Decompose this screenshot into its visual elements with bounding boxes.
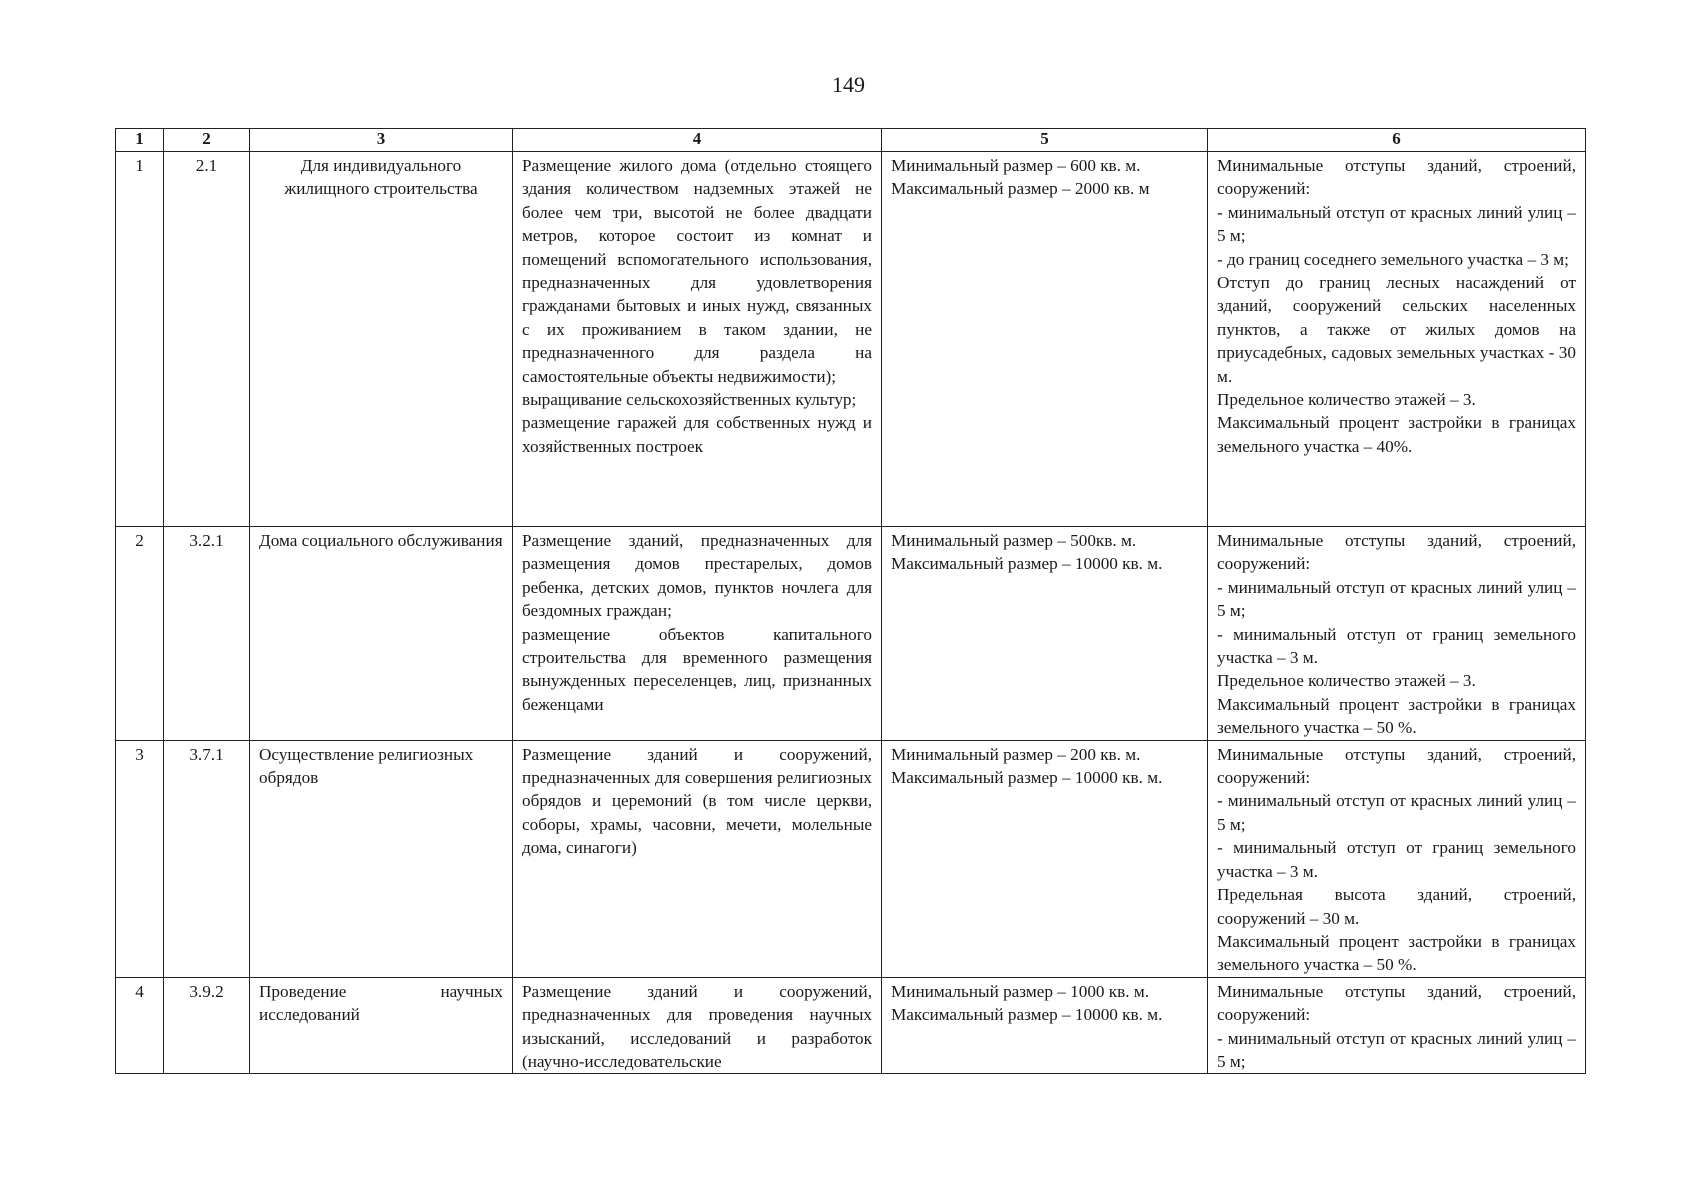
max-size: Максимальный размер – 2000 кв. м — [891, 179, 1150, 199]
column-header: 6 — [1208, 129, 1586, 152]
description-paragraph: Размещение зданий и сооружений, предназначенных для совершения религиозных обрядов и церемоний (в том числе церкви, соборы, храмы, часовни, мечети, молельные дома, синагоги) — [522, 744, 872, 858]
max-size: Максимальный размер – 10000 кв. м. — [891, 768, 1163, 788]
rule-line: Предельное количество этажей – 3. — [1217, 671, 1476, 691]
plot-size-limits — [882, 152, 1208, 527]
column-header: 4 — [513, 129, 882, 152]
column-header: 5 — [882, 129, 1208, 152]
description-paragraph: размещение объектов капитального строительства для временного размещения вынужденных переселенцев, лиц, признанных беженцами — [522, 624, 872, 714]
max-size: Максимальный размер – 10000 кв. м. — [891, 554, 1163, 574]
rule-line: - минимальный отступ от красных линий улиц – 5 м; — [1217, 791, 1576, 834]
rule-line: - минимальный отступ от границ земельного участка – 3 м. — [1217, 838, 1576, 881]
max-size: Максимальный размер – 10000 кв. м. — [891, 1005, 1163, 1025]
rule-line: Отступ до границ лесных насаждений от зданий, сооружений сельских населенных пунктов, а также от жилых домов на приусадебных, садовых земельных участках - 30 м. — [1217, 273, 1576, 386]
min-size: Минимальный размер – 500кв. м. — [891, 531, 1137, 550]
table-row — [116, 740, 1586, 977]
rule-line: Предельное количество этажей – 3. — [1217, 390, 1476, 410]
table-header-row — [116, 129, 1586, 152]
use-name: Проведение научных исследований — [250, 977, 513, 1074]
table-row — [116, 977, 1586, 1074]
description-paragraph: Размещение зданий, предназначенных для размещения домов престарелых, домов ребенка, детских домов, пунктов ночлега для бездомных граждан; — [522, 531, 872, 621]
min-size: Минимальный размер – 1000 кв. м. — [891, 981, 1150, 1001]
construction-parameters — [1208, 527, 1586, 741]
use-description — [513, 740, 882, 977]
land-use-regulations-table — [115, 128, 1586, 1074]
plot-size-limits — [882, 740, 1208, 977]
use-name: Осуществление религиозных обрядов — [250, 740, 513, 977]
table-row — [116, 527, 1586, 741]
plot-size-limits — [882, 527, 1208, 741]
use-code: 3.9.2 — [164, 977, 250, 1074]
page-number: 149 — [832, 72, 865, 97]
use-name: Для индивидуального жилищного строительства — [250, 152, 513, 527]
use-description — [513, 977, 882, 1074]
min-size: Минимальный размер – 600 кв. м. — [891, 156, 1141, 175]
rule-line: Минимальные отступы зданий, строений, сооружений: — [1217, 531, 1576, 574]
construction-parameters — [1208, 977, 1586, 1074]
use-description — [513, 527, 882, 741]
column-header: 2 — [164, 129, 250, 152]
row-number: 2 — [116, 527, 164, 741]
description-paragraph: выращивание сельскохозяйственных культур; — [522, 390, 857, 410]
use-code: 3.2.1 — [164, 527, 250, 741]
use-name: Дома социального обслуживания — [250, 527, 513, 741]
description-paragraph: Размещение жилого дома (отдельно стоящего здания количеством надземных этажей не более чем три, высотой не более двадцати метров, которое состоит из комнат и помещений вспомогательного использования, предназначенных для удовлетворения гражданами бытовых и иных нужд, связанных с их проживанием в таком здании, не предназначенного для раздела на самостоятельные объекты недвижимости); — [522, 156, 872, 386]
rule-line: Минимальные отступы зданий, строений, сооружений: — [1217, 981, 1576, 1025]
description-paragraph: размещение гаражей для собственных нужд и хозяйственных построек — [522, 413, 872, 456]
rule-line: Предельная высота зданий, строений, сооружений – 30 м. — [1217, 885, 1576, 928]
description-paragraph: Размещение зданий и сооружений, предназначенных для проведения научных изысканий, исследований и разработок (научно-исследовательские — [522, 981, 872, 1071]
column-header: 1 — [116, 129, 164, 152]
rule-line: - минимальный отступ от красных линий улиц – 5 м; — [1217, 1028, 1576, 1071]
rule-line: - до границ соседнего земельного участка – 3 м; — [1217, 249, 1569, 269]
rule-line: Максимальный процент застройки в границах земельного участка – 50 %. — [1217, 931, 1576, 975]
rule-line: - минимальный отступ от красных линий улиц – 5 м; — [1217, 202, 1576, 246]
table-row — [116, 152, 1586, 527]
use-code: 3.7.1 — [164, 740, 250, 977]
row-number: 1 — [116, 152, 164, 527]
rule-line: Минимальные отступы зданий, строений, сооружений: — [1217, 156, 1576, 199]
min-size: Минимальный размер – 200 кв. м. — [891, 744, 1141, 764]
column-header: 3 — [250, 129, 513, 152]
use-description — [513, 152, 882, 527]
plot-size-limits — [882, 977, 1208, 1074]
use-code: 2.1 — [164, 152, 250, 527]
row-number: 3 — [116, 740, 164, 977]
construction-parameters — [1208, 740, 1586, 977]
row-number: 4 — [116, 977, 164, 1074]
rule-line: Минимальные отступы зданий, строений, сооружений: — [1217, 744, 1576, 788]
rule-line: Максимальный процент застройки в границах земельного участка – 40%. — [1217, 413, 1576, 456]
rule-line: Максимальный процент застройки в границах земельного участка – 50 %. — [1217, 694, 1576, 738]
construction-parameters — [1208, 152, 1586, 527]
rule-line: - минимальный отступ от красных линий улиц – 5 м; — [1217, 577, 1576, 621]
rule-line: - минимальный отступ от границ земельного участка – 3 м. — [1217, 624, 1576, 668]
